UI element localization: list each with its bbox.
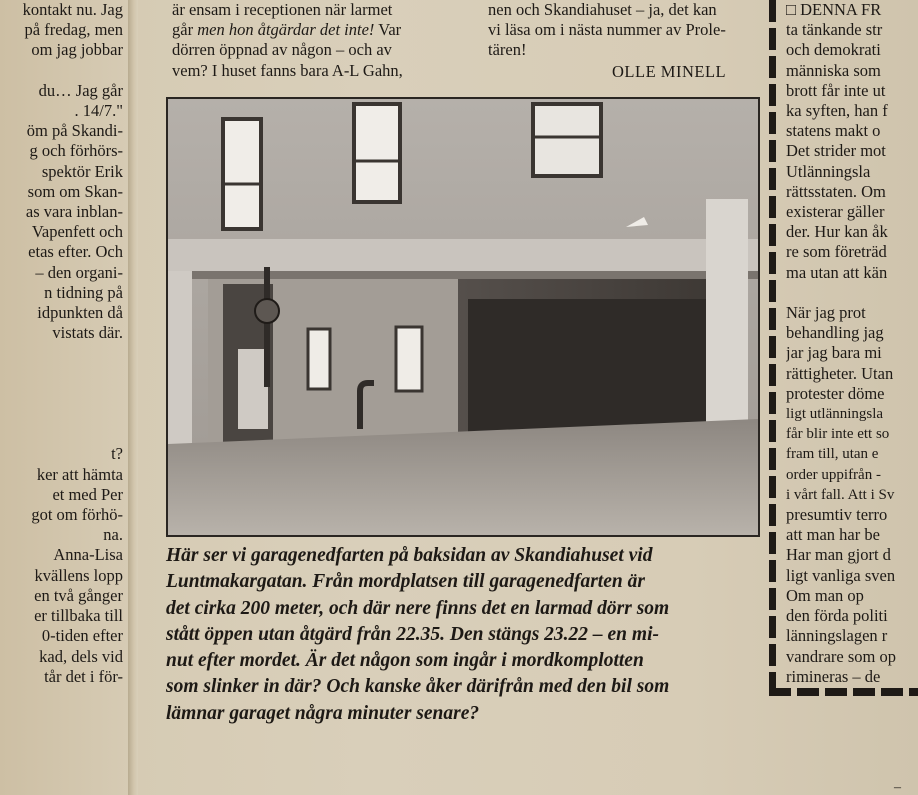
left-column-line: vistats där.	[52, 323, 123, 343]
left-column-line: du… Jag går	[38, 80, 123, 100]
right-column-line: brott får inte ut	[786, 80, 886, 100]
left-column-line	[0, 384, 123, 404]
right-column-line: ka syften, han f	[786, 101, 888, 121]
right-column-line: Utlänningsla	[786, 161, 871, 181]
dashed-border-vertical	[769, 0, 776, 695]
right-column-line: order uppifrån -	[786, 466, 881, 483]
garage-photo	[166, 97, 760, 537]
right-column-line: Har man gjort d	[786, 545, 891, 565]
garage-photo-illustration	[168, 99, 758, 535]
left-column-line	[0, 364, 123, 384]
left-column-line: g och förhörs-	[29, 141, 123, 161]
right-column-line: rättigheter. Utan	[786, 363, 894, 383]
left-column-line	[0, 424, 123, 444]
left-column-line: etas efter. Och	[28, 242, 123, 262]
column-left	[0, 0, 123, 687]
left-column-line: et med Per	[52, 484, 123, 504]
left-column-line: – den organi-	[35, 262, 123, 282]
page-fold	[128, 0, 138, 795]
left-column-line: Anna-Lisa	[53, 545, 123, 565]
column-middle-right	[488, 0, 750, 61]
caption-line: Luntmakargatan. Från mordplatsen till garagenedfarten är	[166, 571, 645, 593]
column-middle-left	[172, 0, 477, 81]
left-column-line: n tidning på	[44, 282, 123, 302]
right-column-line: re som företräd	[786, 242, 887, 262]
middle-column-line	[172, 0, 477, 20]
caption-line: nut efter mordet. Är det någon som ingår i mordkomplotten	[166, 650, 644, 672]
right-column-line: och demokrati	[786, 40, 881, 60]
left-column-line: på fredag, men	[24, 20, 123, 40]
right-column-line: vandrare som op	[786, 646, 896, 666]
article-signature: OLLE MINELL	[612, 62, 727, 81]
column-right-boxed	[786, 0, 918, 687]
right-column-line: länningslagen r	[786, 626, 888, 646]
left-column-line: spektör Erik	[41, 161, 123, 181]
page-corner-mark: –	[894, 780, 901, 795]
line-text: är ensam i receptionen när larmet	[172, 0, 393, 19]
right-column-line: Det strider mot	[786, 141, 886, 161]
left-column-line: som om Skan-	[27, 181, 123, 201]
right-column-line: När jag prot	[786, 303, 866, 323]
middle-right-column-line: tären!	[488, 40, 527, 60]
dashed-border-horizontal	[769, 688, 918, 696]
right-column-line: i vårt fall. Att i Sv	[786, 486, 895, 503]
left-column-line: na.	[103, 525, 123, 545]
right-column-line: □ DENNA FR	[786, 0, 882, 19]
right-column-line: ta tänkande str	[786, 20, 883, 40]
middle-column-line	[172, 20, 477, 40]
left-column-line: 0-tiden efter	[41, 626, 123, 646]
caption-line: som slinker in där? Och kanske åker därifrån med den bil som	[166, 676, 670, 698]
left-column-line: as vara inblan-	[25, 202, 123, 222]
left-column-line: en två gånger	[34, 585, 123, 605]
left-column-line: öm på Skandi-	[26, 121, 123, 141]
right-column-line: protester döme	[786, 383, 885, 403]
middle-column-line	[172, 61, 477, 81]
left-column-line: om jag jobbar	[31, 40, 123, 60]
left-column-line	[0, 61, 123, 81]
left-column-line: kvällens lopp	[34, 565, 123, 585]
left-column-line: kad, dels vid	[39, 646, 123, 666]
right-column-line: människa som	[786, 60, 881, 80]
line-text-after: Var	[374, 20, 402, 40]
right-column-line: behandling jag	[786, 323, 884, 343]
right-column-line: den förda politi	[786, 606, 888, 626]
left-column-line: t?	[111, 444, 123, 464]
left-column-line: ker att hämta	[36, 464, 123, 484]
left-column-line	[0, 404, 123, 424]
right-column-line: existerar gäller	[786, 202, 885, 222]
right-column-line: Om man op	[786, 585, 864, 605]
caption-line: lämnar garaget några minuter senare?	[166, 702, 480, 724]
right-column-line: ma utan att kän	[786, 262, 888, 282]
right-column-line: rättsstaten. Om	[786, 181, 886, 201]
right-column-line: får blir inte ett so	[786, 426, 890, 443]
photo-caption	[166, 543, 766, 727]
line-text: går	[172, 20, 198, 40]
right-column-line: att man har be	[786, 525, 880, 545]
line-text: dörren öppnad av någon – och av	[172, 40, 392, 60]
left-column-line: Vapenfett och	[31, 222, 123, 242]
left-column-line	[0, 343, 123, 363]
caption-line: Här ser vi garagenedfarten på baksidan av Skandiahuset vid	[166, 545, 653, 566]
middle-right-column-line: vi läsa om i nästa nummer av Prole-	[488, 20, 726, 40]
left-column-line: got om förhö-	[31, 505, 123, 525]
middle-right-column-line: nen och Skandiahuset – ja, det kan	[488, 0, 717, 19]
left-column-line: kontakt nu. Jag	[22, 0, 123, 19]
right-column-line: statens makt o	[786, 121, 881, 141]
left-column-line: . 14/7."	[74, 101, 123, 121]
right-column-line: presumtiv terro	[786, 505, 888, 525]
right-column-line: ligt utlänningsla	[786, 406, 884, 423]
caption-line: det cirka 200 meter, och där nere finns det en larmad dörr som	[166, 597, 670, 619]
caption-line: stått öppen utan åtgärd från 22.35. Den stängs 23.22 – en mi-	[166, 623, 659, 645]
right-column-line: jar jag bara mi	[786, 343, 882, 363]
right-column-line	[786, 283, 918, 303]
right-column-line: rimineras – de	[786, 666, 881, 686]
right-column-line: der. Hur kan åk	[786, 222, 888, 242]
middle-column-line	[172, 40, 477, 60]
left-column-line: er tillbaka till	[34, 606, 123, 626]
left-column-line: tår det i för-	[44, 666, 123, 686]
right-column-line: ligt vanliga sven	[786, 565, 896, 585]
left-column-line: idpunkten då	[37, 303, 123, 323]
line-text: vem? I huset fanns bara A-L Gahn,	[172, 60, 403, 80]
line-italic-text: men hon åtgärdar det inte!	[197, 20, 375, 40]
right-column-line: fram till, utan e	[786, 446, 879, 463]
